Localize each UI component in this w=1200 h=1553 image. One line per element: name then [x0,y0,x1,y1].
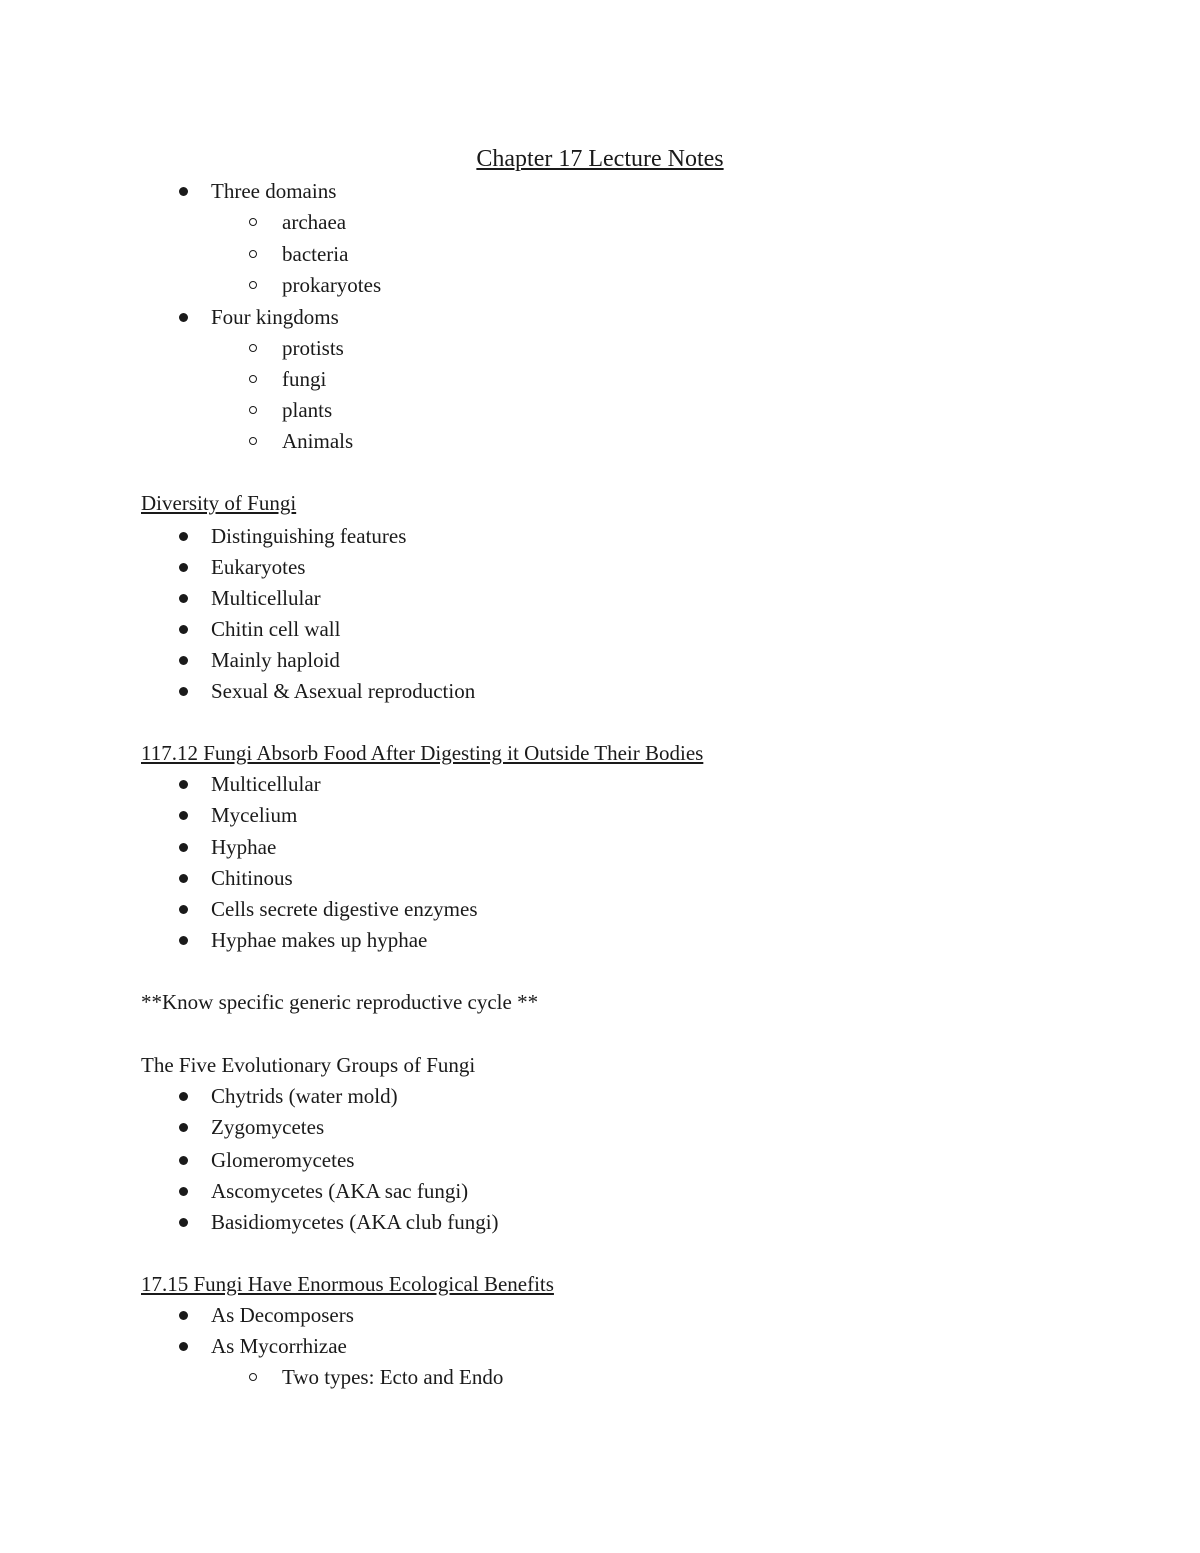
list-item: Mycelium [211,803,298,827]
bullet-icon [179,1342,188,1351]
bullet-icon [179,905,188,914]
bullet-icon [179,187,188,196]
bullet-icon [179,532,188,541]
hollow-bullet-icon [249,344,257,352]
bullet-icon [179,936,188,945]
bullet-icon [179,687,188,696]
list-item: Chitinous [211,866,293,890]
list-item: Ascomycetes (AKA sac fungi) [211,1179,469,1203]
hollow-bullet-icon [249,218,257,226]
list-item: Chitin cell wall [211,617,341,641]
hollow-bullet-icon [249,406,257,414]
bullet-icon [179,1218,188,1227]
bullet-icon [179,1187,188,1196]
bullet-icon [179,1311,188,1320]
hollow-bullet-icon [249,437,257,445]
list-item: Mainly haploid [211,648,340,672]
list-item: Sexual & Asexual reproduction [211,679,476,703]
bullet-icon [179,1123,188,1132]
sub-list-item: plants [282,398,333,422]
bullet-icon [179,843,188,852]
bullet-icon [179,656,188,665]
sub-list-item: Animals [282,429,354,453]
bullet-icon [179,874,188,883]
bullet-icon [179,313,188,322]
bullet-icon [179,811,188,820]
list-item: Chytrids (water mold) [211,1084,398,1108]
bullet-icon [179,1156,188,1165]
sub-list-item: Two types: Ecto and Endo [282,1365,504,1389]
bullet-icon [179,563,188,572]
sub-list-item: fungi [282,367,327,391]
list-item: Cells secrete digestive enzymes [211,897,478,921]
list-item: Zygomycetes [211,1115,325,1139]
section-heading: 17.15 Fungi Have Enormous Ecological Benefits [141,1272,554,1296]
hollow-bullet-icon [249,1373,257,1381]
sub-list-item: archaea [282,210,347,234]
section-heading: The Five Evolutionary Groups of Fungi [141,1053,476,1077]
bullet-icon [179,780,188,789]
hollow-bullet-icon [249,250,257,258]
list-item: As Decomposers [211,1303,354,1327]
list-item: Multicellular [211,586,321,610]
note-text: **Know specific generic reproductive cycle ** [141,990,539,1014]
list-item: Hyphae makes up hyphae [211,928,428,952]
page-title: Chapter 17 Lecture Notes [476,146,724,172]
list-item: Multicellular [211,772,321,796]
bullet-icon [179,594,188,603]
list-item: Three domains [211,179,337,203]
list-item: As Mycorrhizae [211,1334,347,1358]
bullet-icon [179,625,188,634]
list-item: Distinguishing features [211,524,407,548]
section-heading: Diversity of Fungi [141,491,297,515]
list-item: Glomeromycetes [211,1148,355,1172]
hollow-bullet-icon [249,375,257,383]
sub-list-item: protists [282,336,344,360]
list-item: Four kingdoms [211,305,339,329]
bullet-icon [179,1092,188,1101]
sub-list-item: prokaryotes [282,273,382,297]
list-item: Hyphae [211,835,277,859]
sub-list-item: bacteria [282,242,349,266]
hollow-bullet-icon [249,281,257,289]
list-item: Eukaryotes [211,555,306,579]
list-item: Basidiomycetes (AKA club fungi) [211,1210,499,1234]
section-heading: 117.12 Fungi Absorb Food After Digesting it Outside Their Bodies [141,741,704,765]
